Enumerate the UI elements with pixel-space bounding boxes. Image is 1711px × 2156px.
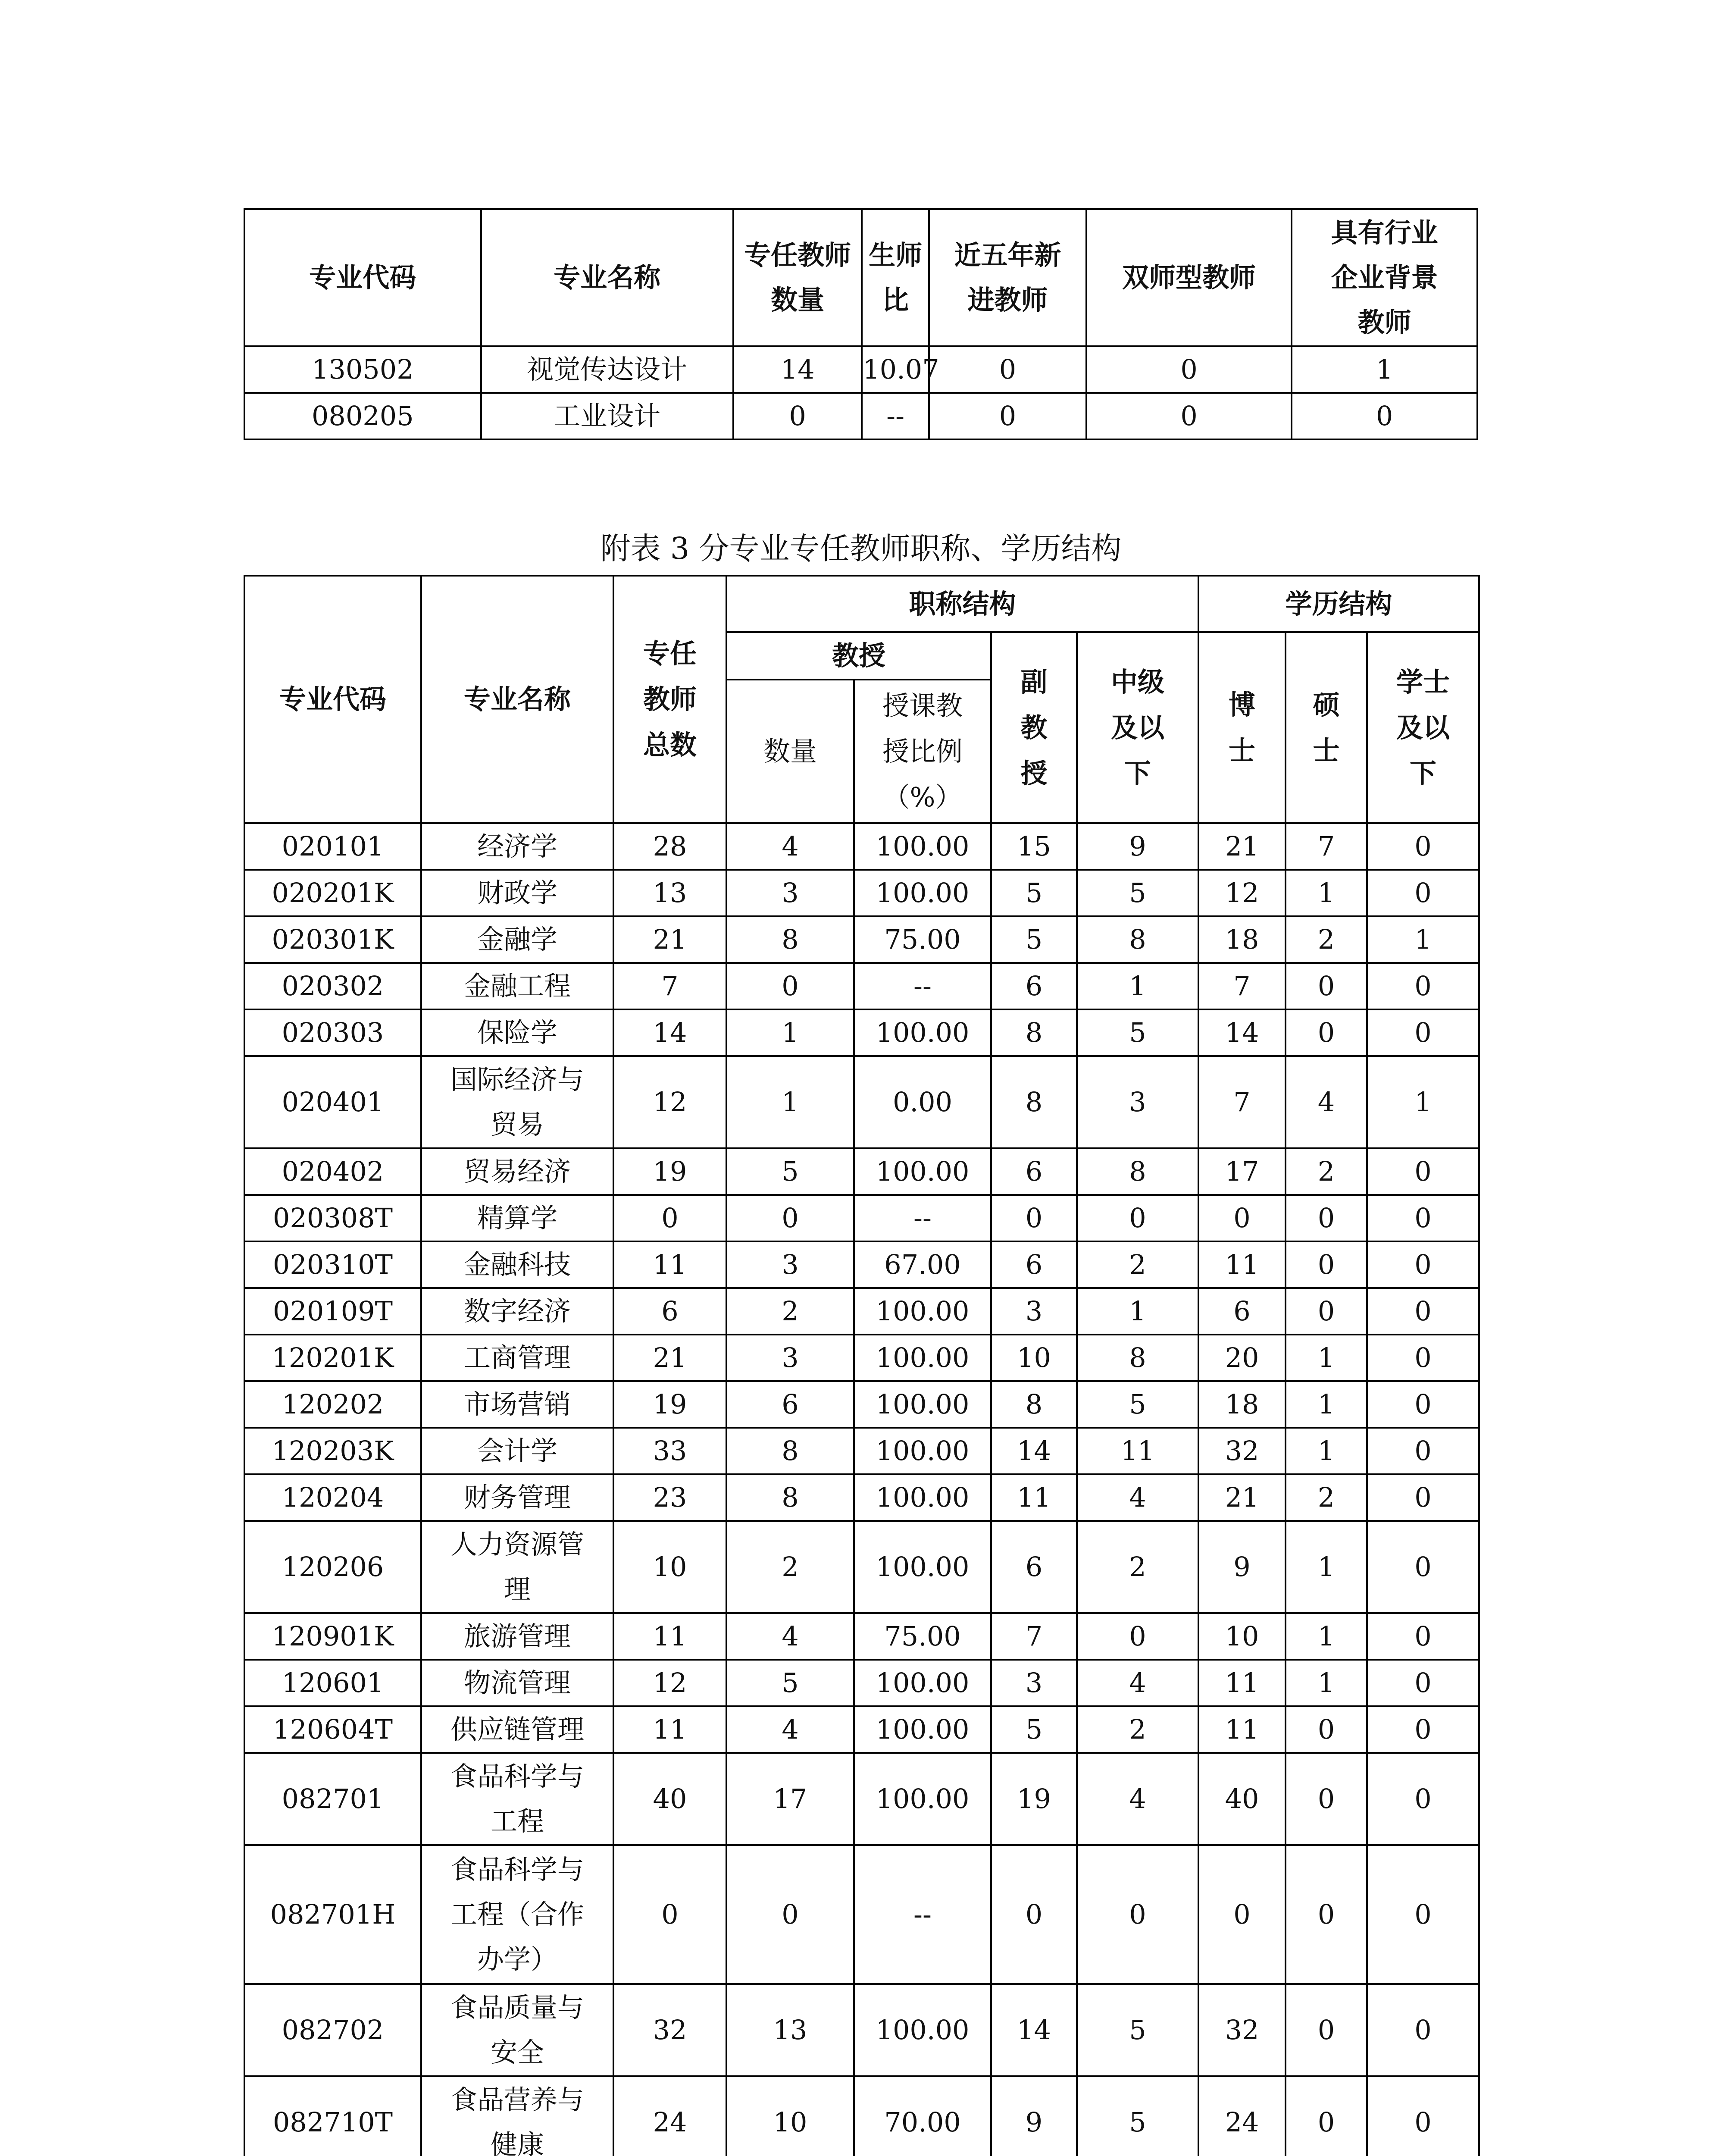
table-cell: 14 <box>991 1984 1077 2076</box>
table-cell: 21 <box>613 916 726 963</box>
table-row <box>244 346 1477 393</box>
table-cell: 2 <box>726 1288 854 1335</box>
table-cell: 1 <box>1367 916 1479 963</box>
header-professor-count: 数量 <box>726 680 854 823</box>
table-cell: 11 <box>1198 1660 1286 1706</box>
table-cell: 20 <box>1198 1335 1286 1381</box>
table-cell: 0 <box>1367 1009 1479 1056</box>
table2-header-cell: 具有行业 企业背景 教师 <box>1292 209 1477 346</box>
table-cell: 19 <box>613 1148 726 1195</box>
table-cell: -- <box>854 963 991 1009</box>
table-cell: 0 <box>1367 1845 1479 1984</box>
table3-caption: 附表 3 分专业专任教师职称、学历结构 <box>600 531 1122 566</box>
table-cell: 0 <box>1077 1613 1198 1660</box>
table-cell: 100.00 <box>854 1521 991 1613</box>
table-row <box>244 1148 1479 1195</box>
table-cell: 32 <box>613 1984 726 2076</box>
table-row <box>244 1428 1479 1474</box>
table-cell: 会计学 <box>421 1428 613 1474</box>
table-cell: 020301K <box>244 916 421 963</box>
table-row <box>244 1474 1479 1521</box>
table-cell: 7 <box>1286 823 1367 870</box>
table-cell: 0.00 <box>854 1056 991 1148</box>
table-cell: 6 <box>726 1381 854 1428</box>
header-professor-teaching-ratio: 授课教 授比例 （%） <box>854 680 991 823</box>
table-cell: 4 <box>1077 1660 1198 1706</box>
table-cell: 18 <box>1198 916 1286 963</box>
table-cell: 32 <box>1198 1984 1286 2076</box>
table-cell: 100.00 <box>854 1148 991 1195</box>
table-cell: 10 <box>1198 1613 1286 1660</box>
table-cell: 082701 <box>244 1753 421 1845</box>
table-cell: 11 <box>613 1706 726 1753</box>
table-cell: 5 <box>991 870 1077 916</box>
table-cell: 2 <box>1077 1521 1198 1613</box>
table-cell: 14 <box>991 1428 1077 1474</box>
table-cell: 100.00 <box>854 1009 991 1056</box>
table-cell: 100.00 <box>854 1335 991 1381</box>
table-cell: 18 <box>1198 1381 1286 1428</box>
table-cell: 国际经济与 贸易 <box>421 1056 613 1148</box>
table-cell: 11 <box>613 1241 726 1288</box>
table-cell: 5 <box>1077 2076 1198 2156</box>
table-row <box>244 1660 1479 1706</box>
table-cell: 0 <box>1286 1753 1367 1845</box>
table-cell: 120201K <box>244 1335 421 1381</box>
table-cell: 10 <box>726 2076 854 2156</box>
table-cell: 19 <box>991 1753 1077 1845</box>
table-cell: 1 <box>726 1056 854 1148</box>
table-cell: 3 <box>991 1288 1077 1335</box>
table-cell: 0 <box>1198 1845 1286 1984</box>
table-row <box>244 1241 1479 1288</box>
header-phd: 博 士 <box>1198 632 1286 823</box>
table-cell: 财务管理 <box>421 1474 613 1521</box>
table-cell: 21 <box>1198 1474 1286 1521</box>
table-cell: 6 <box>991 1241 1077 1288</box>
table-cell: 15 <box>991 823 1077 870</box>
table-cell: 8 <box>726 916 854 963</box>
table-cell: 市场营销 <box>421 1381 613 1428</box>
table-cell: 0 <box>1286 963 1367 1009</box>
table-cell: 8 <box>726 1428 854 1474</box>
table-cell: 8 <box>726 1474 854 1521</box>
table-cell: 120203K <box>244 1428 421 1474</box>
header-major-name: 专业名称 <box>421 576 613 823</box>
table-cell: 财政学 <box>421 870 613 916</box>
table-row <box>244 1009 1479 1056</box>
table-cell: 14 <box>733 346 862 393</box>
table2-header-cell: 专业名称 <box>481 209 733 346</box>
table-cell: 1 <box>1286 1335 1367 1381</box>
table-cell: 5 <box>1077 1009 1198 1056</box>
table-cell: 10 <box>991 1335 1077 1381</box>
table-cell: 3 <box>726 1241 854 1288</box>
table-cell: 0 <box>1367 1706 1479 1753</box>
table-row <box>244 1845 1479 1984</box>
table-cell: 2 <box>1286 1474 1367 1521</box>
table-cell: 6 <box>613 1288 726 1335</box>
table-cell: 100.00 <box>854 1984 991 2076</box>
table-cell: 0 <box>1367 1428 1479 1474</box>
table-cell: 0 <box>1367 1335 1479 1381</box>
teacher-summary-table <box>244 208 1478 440</box>
table-cell: 020401 <box>244 1056 421 1148</box>
table-cell: 5 <box>991 1706 1077 1753</box>
header-total-teachers: 专任 教师 总数 <box>613 576 726 823</box>
table-cell: 3 <box>726 870 854 916</box>
table-cell: 8 <box>1077 1335 1198 1381</box>
table-cell: 120202 <box>244 1381 421 1428</box>
table-cell: 2 <box>726 1521 854 1613</box>
header-professor: 教授 <box>726 632 991 680</box>
table-cell: 21 <box>1198 823 1286 870</box>
header-degree-structure: 学历结构 <box>1198 576 1479 632</box>
table-cell: 1 <box>1286 1381 1367 1428</box>
table-cell: -- <box>854 1195 991 1241</box>
header-major-code: 专业代码 <box>244 576 421 823</box>
table-cell: 11 <box>1198 1241 1286 1288</box>
table-cell: 120204 <box>244 1474 421 1521</box>
table-cell: 0 <box>1367 1148 1479 1195</box>
table-cell: 28 <box>613 823 726 870</box>
table-cell: 5 <box>991 916 1077 963</box>
table-cell: 40 <box>1198 1753 1286 1845</box>
table-cell: 0 <box>1086 393 1292 439</box>
table-cell: 0 <box>1367 870 1479 916</box>
table-row <box>244 1706 1479 1753</box>
table-row <box>244 1056 1479 1148</box>
table-cell: 020101 <box>244 823 421 870</box>
table-cell: 4 <box>726 1613 854 1660</box>
table2-header-cell: 双师型教师 <box>1086 209 1292 346</box>
table-cell: 0 <box>1367 1195 1479 1241</box>
table-cell: 0 <box>1367 823 1479 870</box>
table-cell: 100.00 <box>854 1428 991 1474</box>
table2-header-cell: 专业代码 <box>244 209 481 346</box>
table-cell: 082701H <box>244 1845 421 1984</box>
table-cell: 100.00 <box>854 1753 991 1845</box>
table-cell: 6 <box>1198 1288 1286 1335</box>
table-cell: 120601 <box>244 1660 421 1706</box>
table-cell: 旅游管理 <box>421 1613 613 1660</box>
table-cell: 0 <box>1367 963 1479 1009</box>
table-cell: 2 <box>1077 1241 1198 1288</box>
table-cell: 0 <box>1086 346 1292 393</box>
table-cell: 0 <box>1367 1660 1479 1706</box>
table-cell: 0 <box>1367 1288 1479 1335</box>
table-cell: 5 <box>1077 1381 1198 1428</box>
table-cell: 020303 <box>244 1009 421 1056</box>
table-cell: 9 <box>1198 1521 1286 1613</box>
table-cell: 0 <box>1286 1195 1367 1241</box>
table-row <box>244 963 1479 1009</box>
table-cell: 020201K <box>244 870 421 916</box>
table-cell: 1 <box>1292 346 1477 393</box>
table-cell: 8 <box>1077 1148 1198 1195</box>
table-cell: 食品科学与 工程（合作 办学） <box>421 1845 613 1984</box>
table-cell: 7 <box>1198 1056 1286 1148</box>
table-row <box>244 1288 1479 1335</box>
table-cell: 2 <box>1286 1148 1367 1195</box>
table-cell: 0 <box>1286 2076 1367 2156</box>
table-cell: 0 <box>1286 1706 1367 1753</box>
table-row <box>244 1984 1479 2076</box>
header-title-structure: 职称结构 <box>726 576 1198 632</box>
table-cell: 7 <box>991 1613 1077 1660</box>
table-cell: 33 <box>613 1428 726 1474</box>
table-cell: 工商管理 <box>421 1335 613 1381</box>
table-cell: 数字经济 <box>421 1288 613 1335</box>
table-cell: 21 <box>613 1335 726 1381</box>
table-cell: 物流管理 <box>421 1660 613 1706</box>
table-cell: 金融学 <box>421 916 613 963</box>
table-cell: 6 <box>991 1521 1077 1613</box>
table-cell: 0 <box>726 963 854 1009</box>
header-master: 硕 士 <box>1286 632 1367 823</box>
table-cell: 100.00 <box>854 1706 991 1753</box>
table-cell: 11 <box>1198 1706 1286 1753</box>
table-cell: 0 <box>726 1195 854 1241</box>
table-cell: 100.00 <box>854 870 991 916</box>
table-cell: 0 <box>1077 1195 1198 1241</box>
table-cell: 020109T <box>244 1288 421 1335</box>
table2-header-cell: 生师比 <box>862 209 929 346</box>
table-cell: 12 <box>613 1056 726 1148</box>
table-cell: 工业设计 <box>481 393 733 439</box>
table-cell: 0 <box>613 1195 726 1241</box>
table-cell: 13 <box>726 1984 854 2076</box>
table-row <box>244 1753 1479 1845</box>
table-cell: 11 <box>1077 1428 1198 1474</box>
table-cell: 2 <box>1286 916 1367 963</box>
table-cell: 0 <box>1286 1845 1367 1984</box>
table2-header-cell: 近五年新 进教师 <box>929 209 1086 346</box>
table-cell: 7 <box>1198 963 1286 1009</box>
table-cell: 23 <box>613 1474 726 1521</box>
table-cell: 0 <box>1367 1984 1479 2076</box>
table-cell: 1 <box>1286 1613 1367 1660</box>
table-cell: 11 <box>613 1613 726 1660</box>
table-cell: 17 <box>1198 1148 1286 1195</box>
table-cell: 8 <box>991 1056 1077 1148</box>
table-cell: 19 <box>613 1381 726 1428</box>
table-row <box>244 870 1479 916</box>
table-cell: 0 <box>1367 1474 1479 1521</box>
table-cell: 24 <box>1198 2076 1286 2156</box>
table-cell: 0 <box>1292 393 1477 439</box>
table-cell: 4 <box>726 823 854 870</box>
table-cell: 020308T <box>244 1195 421 1241</box>
table-cell: 0 <box>1286 1009 1367 1056</box>
table-cell: 1 <box>1286 1521 1367 1613</box>
table-cell: 0 <box>929 346 1086 393</box>
table2-header-row <box>244 209 1477 346</box>
table-cell: 020402 <box>244 1148 421 1195</box>
table-cell: 0 <box>1286 1288 1367 1335</box>
title-degree-structure-table <box>244 575 1480 2156</box>
table-cell: 7 <box>613 963 726 1009</box>
table-cell: 6 <box>991 963 1077 1009</box>
table-cell: -- <box>854 1845 991 1984</box>
table-cell: -- <box>862 393 929 439</box>
table-cell: 10 <box>613 1521 726 1613</box>
table-cell: 人力资源管 理 <box>421 1521 613 1613</box>
table-cell: 贸易经济 <box>421 1148 613 1195</box>
table-cell: 供应链管理 <box>421 1706 613 1753</box>
table-cell: 100.00 <box>854 1660 991 1706</box>
header-bachelor-and-below: 学士 及以 下 <box>1367 632 1479 823</box>
table-cell: 020302 <box>244 963 421 1009</box>
table-cell: 0 <box>1367 1613 1479 1660</box>
table-cell: 8 <box>991 1009 1077 1056</box>
table-cell: 130502 <box>244 346 481 393</box>
table-cell: 1 <box>1367 1056 1479 1148</box>
table-cell: 8 <box>991 1381 1077 1428</box>
table-cell: 120901K <box>244 1613 421 1660</box>
table-cell: 0 <box>1367 1753 1479 1845</box>
table-cell: 金融工程 <box>421 963 613 1009</box>
table-cell: 5 <box>726 1660 854 1706</box>
table-cell: 0 <box>1286 1984 1367 2076</box>
table-cell: 40 <box>613 1753 726 1845</box>
table-cell: 100.00 <box>854 1288 991 1335</box>
table-cell: 13 <box>613 870 726 916</box>
table-cell: 0 <box>1367 1381 1479 1428</box>
table-cell: 经济学 <box>421 823 613 870</box>
table-cell: 0 <box>1077 1845 1198 1984</box>
table-cell: 75.00 <box>854 1613 991 1660</box>
table-cell: 12 <box>613 1660 726 1706</box>
table-cell: 4 <box>1077 1474 1198 1521</box>
table-cell: 食品质量与 安全 <box>421 1984 613 2076</box>
table-cell: 0 <box>991 1195 1077 1241</box>
table-cell: 082710T <box>244 2076 421 2156</box>
table-cell: 120206 <box>244 1521 421 1613</box>
table-cell: 金融科技 <box>421 1241 613 1288</box>
table-cell: 2 <box>1077 1706 1198 1753</box>
table-row <box>244 916 1479 963</box>
table-row <box>244 1381 1479 1428</box>
table-cell: 0 <box>929 393 1086 439</box>
table-cell: 020310T <box>244 1241 421 1288</box>
table-cell: 24 <box>613 2076 726 2156</box>
table-cell: 6 <box>991 1148 1077 1195</box>
table-row <box>244 2076 1479 2156</box>
table-cell: 保险学 <box>421 1009 613 1056</box>
table-cell: 0 <box>726 1845 854 1984</box>
table-row <box>244 1335 1479 1381</box>
table-cell: 120604T <box>244 1706 421 1753</box>
table-cell: 5 <box>726 1148 854 1195</box>
table-cell: 4 <box>1077 1753 1198 1845</box>
table-cell: 1 <box>1077 963 1198 1009</box>
table-cell: 4 <box>726 1706 854 1753</box>
table-cell: 食品科学与 工程 <box>421 1753 613 1845</box>
table-cell: 1 <box>1286 1660 1367 1706</box>
table-cell: 100.00 <box>854 1474 991 1521</box>
table-cell: 5 <box>1077 1984 1198 2076</box>
table-cell: 082702 <box>244 1984 421 2076</box>
table-cell: 3 <box>1077 1056 1198 1148</box>
table-cell: 14 <box>1198 1009 1286 1056</box>
table-cell: 0 <box>733 393 862 439</box>
table-cell: 8 <box>1077 916 1198 963</box>
table-cell: 100.00 <box>854 823 991 870</box>
table-cell: 17 <box>726 1753 854 1845</box>
table-row <box>244 1521 1479 1613</box>
table-cell: 1 <box>1286 870 1367 916</box>
table-cell: 0 <box>1286 1241 1367 1288</box>
table-row <box>244 1195 1479 1241</box>
table-cell: 70.00 <box>854 2076 991 2156</box>
table-cell: 5 <box>1077 870 1198 916</box>
table-cell: 1 <box>726 1009 854 1056</box>
table-cell: 3 <box>991 1660 1077 1706</box>
table-cell: 9 <box>991 2076 1077 2156</box>
table-cell: 1 <box>1286 1428 1367 1474</box>
table-cell: 10.07 <box>862 346 929 393</box>
table-cell: 0 <box>1198 1195 1286 1241</box>
table-cell: 100.00 <box>854 1381 991 1428</box>
table-cell: 视觉传达设计 <box>481 346 733 393</box>
table-cell: 0 <box>613 1845 726 1984</box>
table-cell: 食品营养与 健康 <box>421 2076 613 2156</box>
table-cell: 1 <box>1077 1288 1198 1335</box>
table-cell: 9 <box>1077 823 1198 870</box>
table-cell: 3 <box>726 1335 854 1381</box>
table-cell: 67.00 <box>854 1241 991 1288</box>
table-cell: 11 <box>991 1474 1077 1521</box>
table-row <box>244 393 1477 439</box>
header-associate-professor: 副 教 授 <box>991 632 1077 823</box>
table-cell: 75.00 <box>854 916 991 963</box>
table-row <box>244 823 1479 870</box>
table-cell: 0 <box>1367 1241 1479 1288</box>
table-row <box>244 1613 1479 1660</box>
header-middle-and-below: 中级 及以 下 <box>1077 632 1198 823</box>
table-cell: 0 <box>991 1845 1077 1984</box>
table-cell: 0 <box>1367 1521 1479 1613</box>
table-cell: 12 <box>1198 870 1286 916</box>
table-cell: 080205 <box>244 393 481 439</box>
table-cell: 0 <box>1367 2076 1479 2156</box>
table-cell: 4 <box>1286 1056 1367 1148</box>
table-cell: 14 <box>613 1009 726 1056</box>
table-cell: 精算学 <box>421 1195 613 1241</box>
table2-header-cell: 专任教师 数量 <box>733 209 862 346</box>
table-cell: 32 <box>1198 1428 1286 1474</box>
